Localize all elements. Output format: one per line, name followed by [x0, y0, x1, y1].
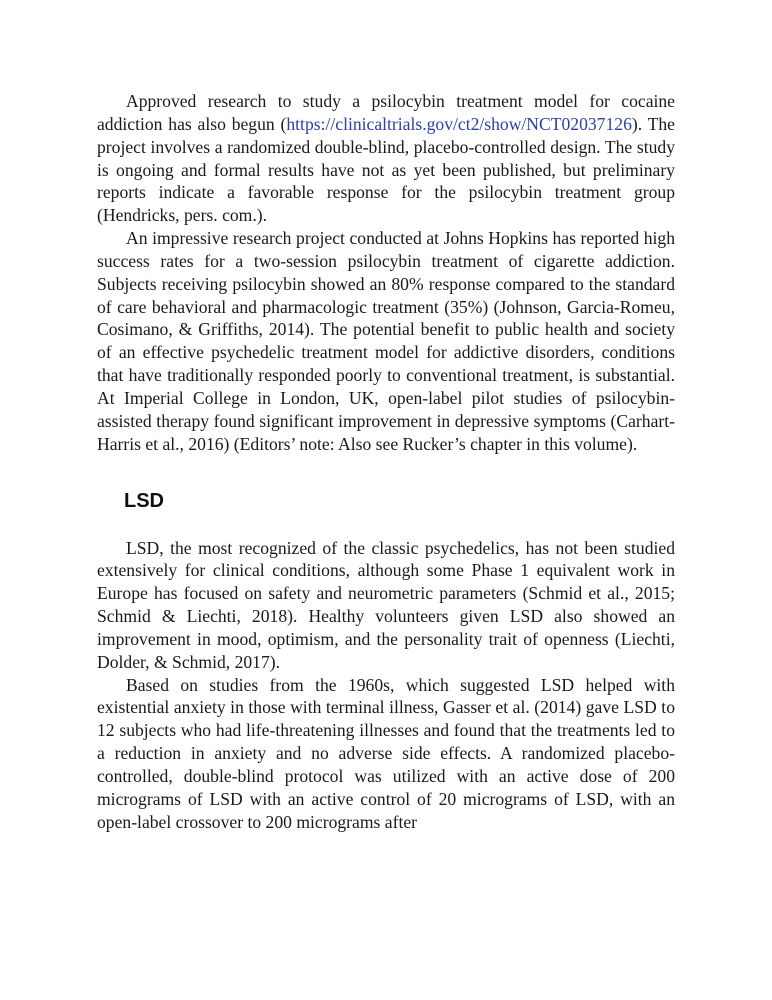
- paragraph-text: Approved research to study a psilocybin treatment model for cocaine addiction has also begun (: [97, 91, 675, 134]
- paragraph-lsd-gasser: Based on studies from the 1960s, which suggested LSD helped with existential anxiety in those with terminal illness, Gasser et al. (2014) gave LSD to 12 subjects who had life-threatening illnesses and found that the treatments led to a reduction in anxiety and no adverse side effects. A randomized placebo-controlled, double-blind protocol was utilized with an active dose of 200 micrograms of LSD with an active control of 20 micrograms of LSD, with an open-label crossover to 200 micrograms after: [97, 674, 675, 832]
- document-page: [97, 90, 675, 833]
- paragraph-lsd-intro: LSD, the most recognized of the classic psychedelics, has not been studied extensively for clinical conditions, although some Phase 1 equivalent work in Europe has focused on safety and neurometric parameters (Schmid et al., 2015; Schmid & Liechti, 2018). Healthy volunteers given LSD also showed an improvement in mood, optimism, and the personality trait of openness (Liechti, Dolder, & Schmid, 2017).: [97, 537, 675, 672]
- paragraph-psilocybin-cocaine: [97, 90, 675, 227]
- paragraph-text: ). The project involves a randomized double-blind, placebo-controlled design. The study is ongoing and formal results have not as yet been published, but preliminary reports indicate a favorable response for the psilocybin treatment group (Hendricks, pers. com.).: [97, 113, 675, 226]
- clinical-trials-link[interactable]: https://clinicaltrials.gov/ct2/show/NCT02037126: [286, 113, 632, 134]
- section-heading-lsd: LSD: [124, 489, 164, 512]
- paragraph-psilocybin-cigarette: An impressive research project conducted at Johns Hopkins has reported high success rates for a two-session psilocybin treatment of cigarette addiction. Subjects receiving psilocybin showed an 80% response compared to the standard of care behavioral and pharmacologic treatment (35%) (Johnson, Garcia-Romeu, Cosimano, & Griffiths, 2014). The potential benefit to public health and society of an effective psychedelic treatment model for addictive disorders, conditions that have traditionally responded poorly to conventional treatment, is substantial. At Imperial College in London, UK, open-label pilot studies of psilocybin-assisted therapy found significant improvement in depressive symptoms (Carhart-Harris et al., 2016) (Editors’ note: Also see Rucker’s chapter in this volume).: [97, 228, 675, 454]
